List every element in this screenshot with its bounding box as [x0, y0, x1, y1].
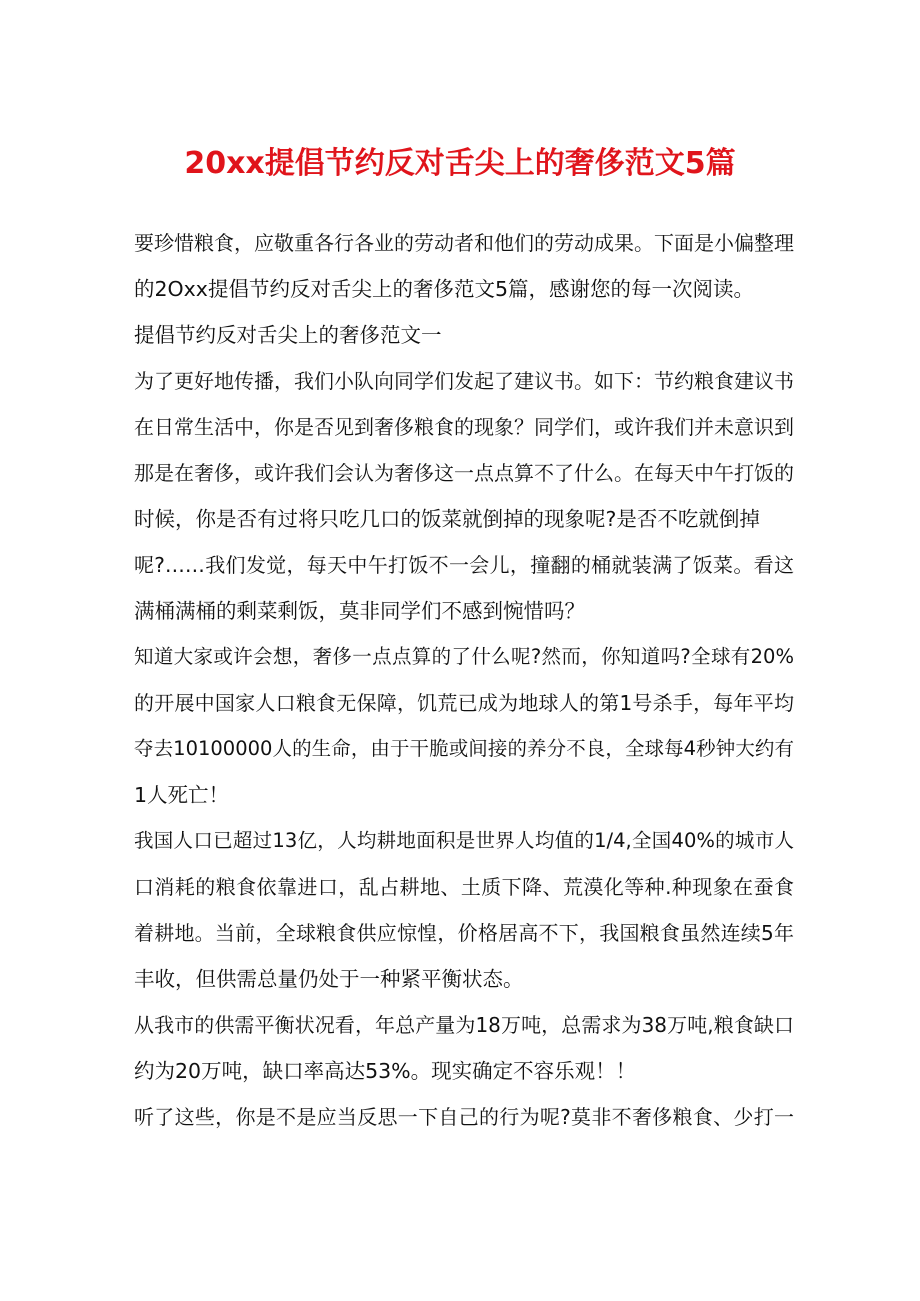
text-line: 时候，你是否有过将只吃几口的饭菜就倒掉的现象呢?是否不吃就倒掉	[134, 507, 760, 531]
text-line: 要珍惜粮食，应敬重各行各业的劳动者和他们的劳动成果。下面是小偏整理	[134, 231, 794, 255]
text-line: 为了更好地传播，我们小队向同学们发起了建议书。如下：节约粮食建议书	[134, 369, 794, 393]
text-line: 夺去10100000人的生命，由于干脆或间接的养分不良，全球每4秒钟大约有	[134, 737, 794, 760]
document-title: 20xx提倡节约反对舌尖上的奢侈范文5篇	[184, 146, 736, 181]
text-line: 满桶满桶的剩菜剩饭，莫非同学们不感到惋惜吗？	[134, 599, 585, 623]
text-line: 听了这些，你是不是应当反思一下自己的行为呢?莫非不奢侈粮食、少打一	[134, 1105, 794, 1129]
text-line: 丰收，但供需总量仍处于一种紧平衡状态。	[134, 967, 524, 991]
text-line: 呢?……我们发觉，每天中午打饭不一会儿，撞翻的桶就装满了饭菜。看这	[134, 553, 794, 577]
text-line: 的2Oxx提倡节约反对舌尖上的奢侈范文5篇，感谢您的每一次阅读。	[134, 277, 754, 301]
text-line: 口消耗的粮食依靠进口，乱占耕地、土质下降、荒漠化等种.种现象在蚕食	[134, 875, 794, 899]
text-line: 提倡节约反对舌尖上的奢侈范文一	[134, 323, 442, 347]
text-line: 1人死亡！	[134, 783, 230, 807]
text-line: 在日常生活中，你是否见到奢侈粮食的现象？同学们，或许我们并未意识到	[134, 415, 794, 439]
text-line: 约为20万吨，缺口率高达53%。现实确定不容乐观！！	[134, 1059, 637, 1083]
text-line: 那是在奢侈，或许我们会认为奢侈这一点点算不了什么。在每天中午打饭的	[134, 461, 794, 485]
text-line: 的开展中国家人口粮食无保障，饥荒已成为地球人的第1号杀手，每年平均	[134, 691, 794, 715]
text-line: 从我市的供需平衡状况看，年总产量为18万吨，总需求为38万吨,粮食缺口	[134, 1013, 794, 1037]
text-line: 知道大家或许会想，奢侈一点点算的了什么呢?然而，你知道吗?全球有20%	[134, 645, 794, 668]
text-line: 着耕地。当前，全球粮食供应惊惶，价格居高不下，我国粮食虽然连续5年	[134, 921, 794, 945]
text-line: 我国人口已超过13亿，人均耕地面积是世界人均值的1/4,全国40%的城市人	[134, 829, 794, 852]
document-body	[134, 220, 794, 1140]
